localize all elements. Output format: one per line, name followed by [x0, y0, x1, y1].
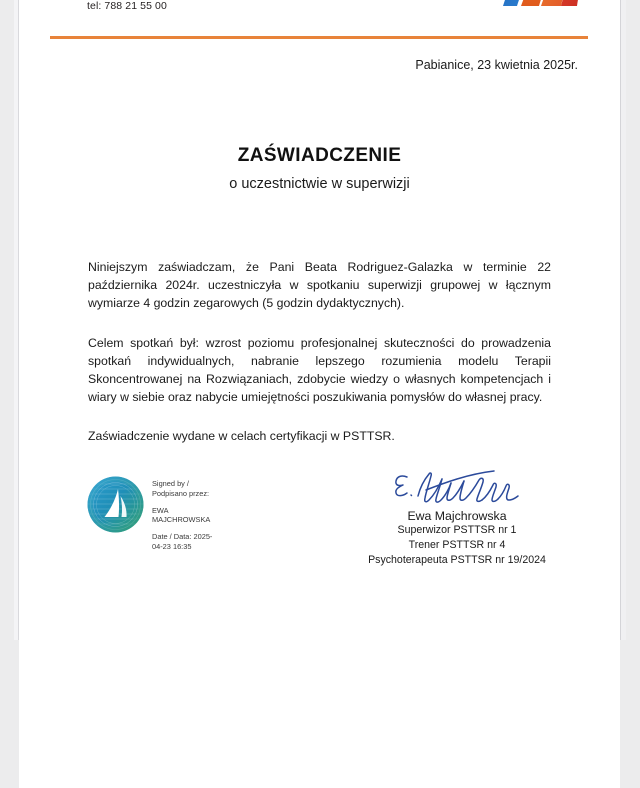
- electronic-signature-stamp: [87, 476, 212, 552]
- letterhead-divider: [50, 36, 588, 39]
- signer-roles: [332, 523, 582, 568]
- signer-name-line-1: EWA: [152, 505, 169, 515]
- signed-by-label-pl: Podpisano przez:: [152, 488, 210, 498]
- page-title: ZAŚWIADCZENIE: [237, 145, 402, 166]
- letterhead: [19, 0, 620, 48]
- signer-name-line-2: MAJCHROWSKA: [152, 515, 211, 525]
- certification-seal-icon: [87, 476, 144, 533]
- signature-area: [19, 468, 620, 588]
- signer-role: Psychoterapeuta PSTTSR nr 19/2024: [368, 554, 546, 567]
- page-subtitle: o uczestnictwie w superwizji: [229, 176, 410, 192]
- signed-by-label: Signed by /: [152, 479, 189, 488]
- document-body: [88, 258, 551, 446]
- swoosh-logo-icon: [501, 0, 593, 22]
- place-and-date: Pabianice, 23 kwietnia 2025r.: [415, 58, 578, 72]
- handwritten-signature-icon: [382, 468, 532, 508]
- body-paragraph: Celem spotkań był: wzrost poziomu profesjonalnej skuteczności do prowadzenia spotkań indywidualnych, nabranie lepszego rozumienia modelu Terapii Skoncentrowanej na Rozwiązaniach, zdobycie wiedzy o własnych kompetencjach i wiary w siebie oraz nabycie umiejętności poszukiwania pomysłów do własnej pracy.: [88, 335, 551, 405]
- electronic-signature-details: [152, 476, 212, 552]
- signature-date-line-1: Date / Data: 2025-: [152, 532, 213, 542]
- signer-full-name: Ewa Majchrowska: [407, 509, 507, 523]
- signature-date-line-2: 04-23 16:35: [152, 541, 192, 551]
- body-paragraph: Zaświadczenie wydane w celach certyfikacji w PSTTSR.: [88, 429, 395, 444]
- letterhead-phone: tel: 788 21 55 00: [87, 0, 167, 12]
- handwritten-signature-block: [332, 468, 582, 568]
- document-page: [19, 0, 620, 788]
- signer-role: Trener PSTTSR nr 4: [408, 539, 506, 552]
- body-paragraph: Niniejszym zaświadczam, że Pani Beata Rodriguez-Galazka w terminie 22 października 2024r. uczestniczyła w spotkaniu superwizji grupowej w łącznym wymiarze 4 godzin zegarowych (5 godzin dydaktycznych).: [88, 260, 551, 311]
- signer-role: Superwizor PSTTSR nr 1: [397, 524, 517, 536]
